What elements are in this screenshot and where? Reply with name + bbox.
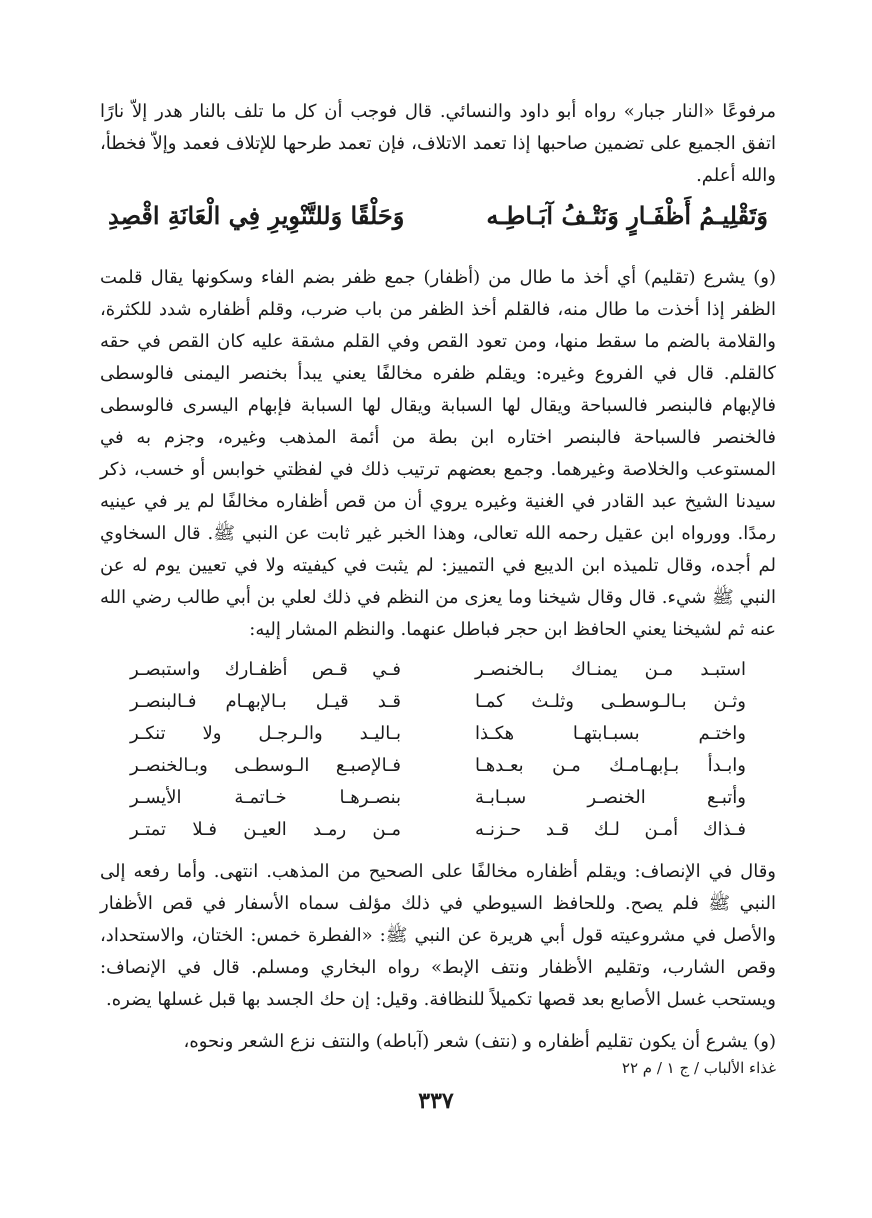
poem-first-hemistich: وثـن بـالـوسطـى وثلـث كمـا bbox=[474, 691, 746, 712]
poem-verse bbox=[130, 814, 746, 846]
verse-heading-first-hemistich: وَتَقْلِيـمُ أَظْفَـارٍ وَنَتْـفُ آبَـاطِـه bbox=[486, 201, 768, 230]
page-number: ٣٣٧ bbox=[418, 1088, 454, 1114]
poem-verse bbox=[130, 782, 746, 814]
poem-second-hemistich: فـي قـص أظفـارك واستبصـر bbox=[130, 659, 402, 680]
poem-second-hemistich: فـالإصبـع الـوسطـى وبـالخنصـر bbox=[130, 755, 402, 776]
verse-heading-second-hemistich: وَحَلْقًا وَللتَّنْوِيرِ فِي الْعَانَةِ اقْصِدِ bbox=[108, 201, 405, 230]
poem-verse bbox=[130, 750, 746, 782]
intro-paragraph: مرفوعًا «النار جبار» رواه أبو داود والنسائي. قال فوجب أن كل ما تلف بالنار هدر إلاّ نارًا اتفق الجميع على تضمين صاحبها إذا تعمد الاتلاف، فإن تعمد طرحها للإتلاف فعمد وإلاّ فخطأ، والله أعلم. bbox=[100, 101, 776, 186]
poem-verse bbox=[130, 718, 746, 750]
poem-first-hemistich: واختـم بسبـابتهـا هكـذا bbox=[474, 723, 746, 744]
final-paragraph: وقال في الإنصاف: ويقلم أظفاره مخالفًا على الصحيح من المذهب. انتهى. وأما رفعه إلى النبي ﷺ فلم يصح. وللحافظ السيوطي في ذلك مؤلف سماه الأسفار في قص الأظفار والأصل في مشروعيته قول أبي هريرة عن النبي ﷺ: «الفطرة خمس: الختان، والاستحداد، وقص الشارب، وتقليم الأظفار ونتف الإبط» رواه البخاري ومسلم. قال في الإنصاف: ويستحب غسل الأصابع بعد قصها تكميلاً للنظافة. وقيل: إن حك الجسد بها قبل غسلها يضره. bbox=[100, 861, 776, 1010]
last-line: (و) يشرع أن يكون تقليم أظفاره و (نتف) شعر (آباطه) والنتف نزع الشعر ونحوه، bbox=[183, 1031, 776, 1052]
poem-first-hemistich: وأتبـع الخنصـر سبـابـة bbox=[474, 787, 746, 808]
commentary-paragraph: (و) يشرع (تقليم) أي أخذ ما طال من (أظفار) جمع ظفر بضم الفاء وسكونها يقال قلمت الظفر إذا أخذت ما طال منه، فالقلم أخذ الظفر من باب ضرب، وقلم أظفاره شدد للكثرة، والقلامة بالضم ما سقط منها، ومن تعود القص وفي القلم مشقة عليه كان القص في حقه كالقلم. قال في الفروع وغيره: ويقلم ظفره مخالفًا يعني يبدأ بخنصر اليمنى فالوسطى فالإبهام فالبنصر فالسباحة ويقال لها السبابة ويقال لها السبابة فإبهام اليسرى فالوسطى فالخنصر فالسباحة فالبنصر اختاره ابن بطة من أئمة المذهب وغيره، وجزم به في المستوعب والخلاصة وغيرهما. وجمع بعضهم ترتيب ذلك في لفظتي خوابس أو خسب، ذكر سيدنا الشيخ عبد القادر في الغنية وغيره يروي أن من قص أظفاره مخالفًا لم ير في عينيه رمدًا. وورواه ابن عقيل رحمه الله تعالى، وهذا الخبر غير ثابت عن النبي ﷺ. قال السخاوي لم أجده، وقال تلميذه ابن الديبع في التمييز: لم يثبت في كيفيته ولا في تعيين يوم له عن النبي ﷺ شيء. قال وقال شيخنا وما يعزى من النظم في ذلك لعلي بن أبي طالب رضي الله عنه ثم لشيخنا يعني الحافظ ابن حجر فباطل عنهما. والنظم المشار إليه: bbox=[100, 267, 776, 640]
poem-second-hemistich: قـد قيـل بـالإبهـام فـالبنصـر bbox=[130, 691, 402, 712]
page-body bbox=[100, 96, 776, 1078]
poem-verse bbox=[130, 654, 746, 686]
poem-second-hemistich: بنصـرهـا خـاتمـة الأيسـر bbox=[130, 787, 402, 808]
verse-heading bbox=[108, 196, 768, 236]
poem-second-hemistich: بـاليـد والـرجـل ولا تنكـر bbox=[130, 723, 402, 744]
poem-second-hemistich: مـن رمـد العيـن فـلا تمتـر bbox=[130, 819, 402, 840]
poem-first-hemistich: فـذاك أمـن لـك قـد حـزنـه bbox=[474, 819, 746, 840]
poem-first-hemistich: استبـد مـن يمنـاك بـالخنصـر bbox=[474, 659, 746, 680]
poem-first-hemistich: وابـدأ بـإبهـامـك مـن بعـدهـا bbox=[474, 755, 746, 776]
signature-mark: غذاء الألباب / ج ١ / م ٢٢ bbox=[621, 1059, 776, 1077]
poem bbox=[130, 654, 746, 846]
poem-verse bbox=[130, 686, 746, 718]
